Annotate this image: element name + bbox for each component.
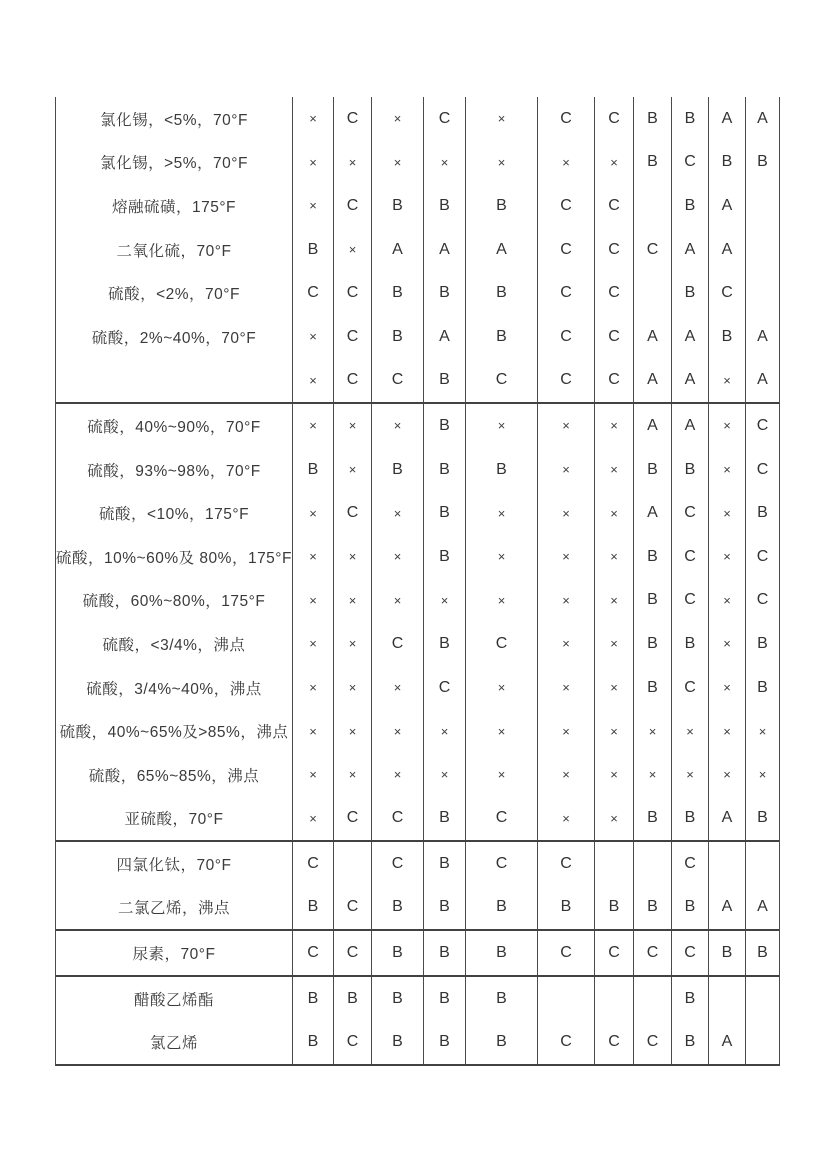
- table-row: [56, 141, 779, 185]
- rating-cell: B: [424, 491, 466, 535]
- rating-cell: [634, 977, 672, 1021]
- rating-cell: B: [293, 977, 334, 1021]
- rating-cell: B: [424, 404, 466, 448]
- rating-cell: [746, 228, 779, 272]
- rating-cell: B: [466, 1020, 538, 1064]
- rating-cell: C: [756, 547, 769, 565]
- rating-cell: C: [634, 1020, 672, 1064]
- rating-cell: ×: [709, 404, 746, 448]
- rating-cell: ×: [709, 359, 746, 403]
- chemical-row-label: 亚硫酸，70°F: [56, 797, 293, 841]
- rating-cell: B: [757, 944, 768, 962]
- rating-cell: B: [424, 977, 466, 1021]
- rating-cell: B: [757, 504, 768, 522]
- rating-cell: ×: [595, 141, 634, 185]
- rating-cell: B: [424, 448, 466, 492]
- rating-cell: ×: [595, 535, 634, 579]
- rating-cell: B: [372, 271, 424, 315]
- rating-cell: ×: [293, 579, 334, 623]
- chemical-row-label: 氯化锡，>5%，70°F: [56, 141, 293, 185]
- rating-cell: C: [538, 931, 595, 975]
- rating-cell: B: [672, 977, 709, 1021]
- rating-cell: ×: [372, 491, 424, 535]
- rating-cell: ×: [538, 709, 595, 753]
- rating-cell: B: [372, 448, 424, 492]
- rating-cell: A: [672, 404, 709, 448]
- rating-cell: ×: [709, 579, 746, 623]
- rating-cell: ×: [466, 491, 538, 535]
- rating-cell: [634, 271, 672, 315]
- table-row: [56, 315, 779, 359]
- rating-cell: B: [595, 886, 634, 930]
- rating-cell: ×: [334, 535, 372, 579]
- rating-cell: C: [293, 271, 334, 315]
- rating-cell: ×: [466, 579, 538, 623]
- rating-cell: C: [595, 228, 634, 272]
- rating-cell: C: [634, 931, 672, 975]
- rating-cell: C: [595, 315, 634, 359]
- rating-cell: B: [672, 622, 709, 666]
- rating-cell: C: [672, 579, 709, 623]
- chemical-row-label: 硫酸，2%~40%，70°F: [56, 315, 293, 359]
- rating-cell: ×: [372, 141, 424, 185]
- table-row: [56, 97, 779, 141]
- rating-cell: ×: [538, 404, 595, 448]
- rating-cell: A: [634, 359, 672, 403]
- rating-cell: ×: [293, 797, 334, 841]
- rating-cell: B: [757, 678, 768, 696]
- rating-cell: B: [372, 315, 424, 359]
- rating-cell: C: [538, 97, 595, 141]
- chemical-row-label: 硫酸，93%~98%，70°F: [56, 448, 293, 492]
- table-row: [56, 886, 779, 930]
- rating-cell: C: [334, 886, 372, 930]
- rating-cell: ×: [424, 579, 466, 623]
- rating-cell: C: [293, 842, 334, 886]
- table-row: [56, 797, 779, 841]
- rating-cell: B: [672, 886, 709, 930]
- rating-cell: B: [672, 797, 709, 841]
- rating-cell: [709, 842, 746, 886]
- rating-cell: ×: [334, 579, 372, 623]
- rating-cell: ×: [709, 753, 746, 797]
- rating-cell: [709, 977, 746, 1021]
- rating-cell: ×: [595, 491, 634, 535]
- rating-cell: ×: [372, 404, 424, 448]
- rating-cell: B: [466, 315, 538, 359]
- rating-cell: A: [424, 315, 466, 359]
- rating-cell: C: [334, 1020, 372, 1064]
- rating-cell: A: [634, 491, 672, 535]
- rating-cell: C: [538, 184, 595, 228]
- rating-cell: ×: [466, 535, 538, 579]
- rating-cell: A: [709, 797, 746, 841]
- rating-cell: C: [466, 842, 538, 886]
- rating-cell: A: [424, 228, 466, 272]
- rating-cell: C: [756, 416, 769, 434]
- rating-cell: C: [424, 666, 466, 710]
- rating-cell: B: [466, 448, 538, 492]
- rating-cell: B: [424, 184, 466, 228]
- rating-cell: B: [372, 184, 424, 228]
- rating-cell: ×: [595, 622, 634, 666]
- chemical-row-label: 硫酸，3/4%~40%，沸点: [56, 666, 293, 710]
- rating-cell: ×: [372, 579, 424, 623]
- rating-cell: ×: [595, 753, 634, 797]
- rating-cell: A: [634, 404, 672, 448]
- rating-cell: C: [756, 460, 769, 478]
- rating-cell: B: [538, 886, 595, 930]
- chemical-row-label: 二氧化硫，70°F: [56, 228, 293, 272]
- rating-cell: C: [595, 271, 634, 315]
- rating-cell: ×: [293, 184, 334, 228]
- rating-cell: ×: [634, 709, 672, 753]
- rating-cell: ×: [466, 753, 538, 797]
- rating-cell: ×: [709, 622, 746, 666]
- rating-cell: C: [424, 97, 466, 141]
- rating-cell: ×: [293, 709, 334, 753]
- table-row: [56, 709, 779, 753]
- rating-cell: B: [334, 977, 372, 1021]
- table-row: [56, 666, 779, 710]
- rating-cell: ×: [709, 709, 746, 753]
- rating-cell: B: [634, 666, 672, 710]
- rating-cell: [746, 977, 779, 1021]
- table-row: [56, 535, 779, 579]
- rating-cell: ×: [538, 141, 595, 185]
- table-row: [56, 929, 779, 975]
- rating-cell: C: [334, 491, 372, 535]
- rating-cell: ×: [634, 753, 672, 797]
- rating-cell: ×: [372, 666, 424, 710]
- rating-cell: ×: [595, 797, 634, 841]
- rating-cell: C: [334, 315, 372, 359]
- rating-cell: ×: [334, 448, 372, 492]
- table-row: [56, 975, 779, 1021]
- rating-cell: B: [466, 931, 538, 975]
- rating-cell: C: [293, 931, 334, 975]
- rating-cell: C: [634, 228, 672, 272]
- chemical-row-label: 四氯化钛，70°F: [56, 842, 293, 886]
- rating-cell: ×: [709, 448, 746, 492]
- rating-cell: C: [372, 622, 424, 666]
- rating-cell: ×: [372, 97, 424, 141]
- rating-cell: [746, 842, 779, 886]
- rating-cell: ×: [293, 622, 334, 666]
- chemical-row-label: 醋酸乙烯酯: [56, 977, 293, 1021]
- rating-cell: C: [595, 931, 634, 975]
- rating-cell: ×: [538, 535, 595, 579]
- rating-cell: C: [372, 797, 424, 841]
- rating-cell: B: [672, 97, 709, 141]
- rating-cell: B: [424, 1020, 466, 1064]
- rating-cell: C: [672, 842, 709, 886]
- rating-cell: C: [538, 228, 595, 272]
- rating-cell: B: [372, 1020, 424, 1064]
- rating-cell: ×: [466, 97, 538, 141]
- chemical-row-label: 硫酸，60%~80%，175°F: [56, 579, 293, 623]
- rating-cell: B: [293, 886, 334, 930]
- rating-cell: ×: [538, 622, 595, 666]
- rating-cell: C: [672, 535, 709, 579]
- rating-cell: [634, 842, 672, 886]
- rating-cell: ×: [293, 753, 334, 797]
- rating-cell: A: [372, 228, 424, 272]
- rating-cell: ×: [538, 579, 595, 623]
- rating-cell: ×: [466, 666, 538, 710]
- rating-cell: C: [334, 359, 372, 403]
- rating-cell: [595, 977, 634, 1021]
- rating-cell: ×: [466, 709, 538, 753]
- chemical-row-label: 硫酸，40%~65%及>85%，沸点: [56, 709, 293, 753]
- rating-cell: ×: [595, 448, 634, 492]
- rating-cell: B: [372, 931, 424, 975]
- rating-cell: ×: [538, 448, 595, 492]
- rating-cell: ×: [293, 535, 334, 579]
- rating-cell: ×: [334, 141, 372, 185]
- rating-cell: C: [334, 97, 372, 141]
- rating-cell: ×: [758, 723, 767, 739]
- table-row: [56, 271, 779, 315]
- table-row: [56, 184, 779, 228]
- rating-cell: B: [634, 622, 672, 666]
- rating-cell: [746, 184, 779, 228]
- rating-cell: B: [672, 271, 709, 315]
- rating-cell: ×: [293, 141, 334, 185]
- rating-cell: B: [466, 184, 538, 228]
- rating-cell: [746, 271, 779, 315]
- rating-cell: B: [424, 359, 466, 403]
- table-row: [56, 1020, 779, 1064]
- rating-cell: C: [538, 315, 595, 359]
- rating-cell: B: [709, 315, 746, 359]
- rating-cell: C: [466, 359, 538, 403]
- rating-cell: ×: [709, 666, 746, 710]
- rating-cell: [634, 184, 672, 228]
- chemical-row-label: 氯乙烯: [56, 1020, 293, 1064]
- rating-cell: A: [709, 1020, 746, 1064]
- rating-cell: A: [757, 109, 768, 127]
- rating-cell: B: [424, 271, 466, 315]
- rating-cell: A: [757, 898, 768, 916]
- rating-cell: C: [595, 359, 634, 403]
- rating-cell: A: [672, 315, 709, 359]
- rating-cell: ×: [595, 666, 634, 710]
- rating-cell: B: [672, 448, 709, 492]
- rating-cell: B: [424, 797, 466, 841]
- rating-cell: A: [757, 327, 768, 345]
- rating-cell: ×: [595, 709, 634, 753]
- rating-cell: B: [757, 634, 768, 652]
- rating-cell: B: [634, 141, 672, 185]
- rating-cell: [538, 977, 595, 1021]
- rating-cell: C: [372, 842, 424, 886]
- rating-cell: B: [293, 448, 334, 492]
- rating-cell: C: [334, 931, 372, 975]
- rating-cell: A: [709, 886, 746, 930]
- rating-cell: A: [672, 359, 709, 403]
- rating-cell: ×: [293, 404, 334, 448]
- chemical-row-label: 熔融硫磺，175°F: [56, 184, 293, 228]
- rating-cell: ×: [293, 491, 334, 535]
- rating-cell: [595, 842, 634, 886]
- rating-cell: A: [757, 371, 768, 389]
- rating-cell: ×: [424, 141, 466, 185]
- rating-cell: B: [634, 535, 672, 579]
- rating-cell: C: [538, 842, 595, 886]
- chemical-row-label: 硫酸，65%~85%，沸点: [56, 753, 293, 797]
- chemical-row-label: 氯化锡，<5%，70°F: [56, 97, 293, 141]
- rating-cell: B: [424, 842, 466, 886]
- rating-cell: C: [672, 931, 709, 975]
- rating-cell: ×: [334, 228, 372, 272]
- chemical-compatibility-table: [55, 97, 780, 1066]
- table-row: [56, 753, 779, 797]
- rating-cell: C: [538, 359, 595, 403]
- rating-cell: C: [756, 591, 769, 609]
- rating-cell: B: [424, 886, 466, 930]
- rating-cell: ×: [293, 359, 334, 403]
- table-row: [56, 840, 779, 886]
- rating-cell: B: [372, 886, 424, 930]
- rating-cell: B: [424, 535, 466, 579]
- chemical-row-label: 硫酸，10%~60%及 80%，175°F: [56, 535, 293, 579]
- rating-cell: ×: [334, 709, 372, 753]
- rating-cell: ×: [672, 753, 709, 797]
- rating-cell: ×: [334, 622, 372, 666]
- rating-cell: A: [634, 315, 672, 359]
- rating-cell: ×: [538, 491, 595, 535]
- rating-cell: ×: [334, 404, 372, 448]
- rating-cell: B: [709, 141, 746, 185]
- table-row: [56, 359, 779, 403]
- rating-cell: C: [672, 491, 709, 535]
- rating-cell: ×: [424, 753, 466, 797]
- table-row: [56, 622, 779, 666]
- rating-cell: ×: [672, 709, 709, 753]
- chemical-row-label: 硫酸，40%~90%，70°F: [56, 404, 293, 448]
- rating-cell: C: [466, 797, 538, 841]
- rating-cell: ×: [372, 709, 424, 753]
- rating-cell: B: [466, 886, 538, 930]
- rating-cell: ×: [372, 753, 424, 797]
- rating-cell: B: [424, 622, 466, 666]
- rating-cell: ×: [293, 666, 334, 710]
- rating-cell: B: [757, 153, 768, 171]
- rating-cell: C: [538, 1020, 595, 1064]
- rating-cell: ×: [424, 709, 466, 753]
- rating-cell: C: [334, 797, 372, 841]
- rating-cell: ×: [709, 535, 746, 579]
- rating-cell: A: [709, 97, 746, 141]
- rating-cell: ×: [709, 491, 746, 535]
- rating-cell: ×: [758, 767, 767, 783]
- rating-cell: C: [334, 271, 372, 315]
- rating-cell: ×: [293, 97, 334, 141]
- rating-cell: C: [672, 666, 709, 710]
- rating-cell: C: [595, 1020, 634, 1064]
- rating-cell: C: [466, 622, 538, 666]
- chemical-row-label: [56, 359, 293, 403]
- chemical-row-label: 二氯乙烯，沸点: [56, 886, 293, 930]
- rating-cell: ×: [595, 404, 634, 448]
- rating-cell: ×: [538, 666, 595, 710]
- rating-cell: A: [709, 228, 746, 272]
- rating-cell: ×: [538, 797, 595, 841]
- rating-cell: ×: [538, 753, 595, 797]
- chemical-row-label: 硫酸，<3/4%，沸点: [56, 622, 293, 666]
- rating-cell: ×: [372, 535, 424, 579]
- table-row: [56, 448, 779, 492]
- table-row: [56, 491, 779, 535]
- rating-cell: B: [293, 228, 334, 272]
- rating-cell: B: [466, 271, 538, 315]
- chemical-row-label: 硫酸，<10%，175°F: [56, 491, 293, 535]
- rating-cell: C: [595, 184, 634, 228]
- table-row: [56, 579, 779, 623]
- rating-cell: C: [709, 271, 746, 315]
- table-row: [56, 228, 779, 272]
- chemical-row-label: 尿素，70°F: [56, 931, 293, 975]
- rating-cell: ×: [466, 404, 538, 448]
- rating-cell: B: [372, 977, 424, 1021]
- rating-cell: [746, 1020, 779, 1064]
- rating-cell: B: [709, 931, 746, 975]
- rating-cell: C: [595, 97, 634, 141]
- rating-cell: ×: [293, 315, 334, 359]
- rating-cell: ×: [466, 141, 538, 185]
- rating-cell: C: [372, 359, 424, 403]
- rating-cell: ×: [595, 579, 634, 623]
- rating-cell: ×: [334, 753, 372, 797]
- rating-cell: B: [466, 977, 538, 1021]
- rating-cell: B: [634, 886, 672, 930]
- rating-cell: B: [672, 184, 709, 228]
- rating-cell: ×: [334, 666, 372, 710]
- rating-cell: A: [672, 228, 709, 272]
- table-row: [56, 402, 779, 448]
- rating-cell: B: [634, 97, 672, 141]
- rating-cell: B: [634, 797, 672, 841]
- rating-cell: A: [466, 228, 538, 272]
- rating-cell: B: [634, 579, 672, 623]
- rating-cell: A: [709, 184, 746, 228]
- rating-cell: C: [672, 141, 709, 185]
- rating-cell: [334, 842, 372, 886]
- rating-cell: B: [424, 931, 466, 975]
- rating-cell: B: [634, 448, 672, 492]
- rating-cell: B: [757, 809, 768, 827]
- rating-cell: C: [538, 271, 595, 315]
- rating-cell: B: [293, 1020, 334, 1064]
- chemical-row-label: 硫酸，<2%，70°F: [56, 271, 293, 315]
- rating-cell: B: [672, 1020, 709, 1064]
- rating-cell: C: [334, 184, 372, 228]
